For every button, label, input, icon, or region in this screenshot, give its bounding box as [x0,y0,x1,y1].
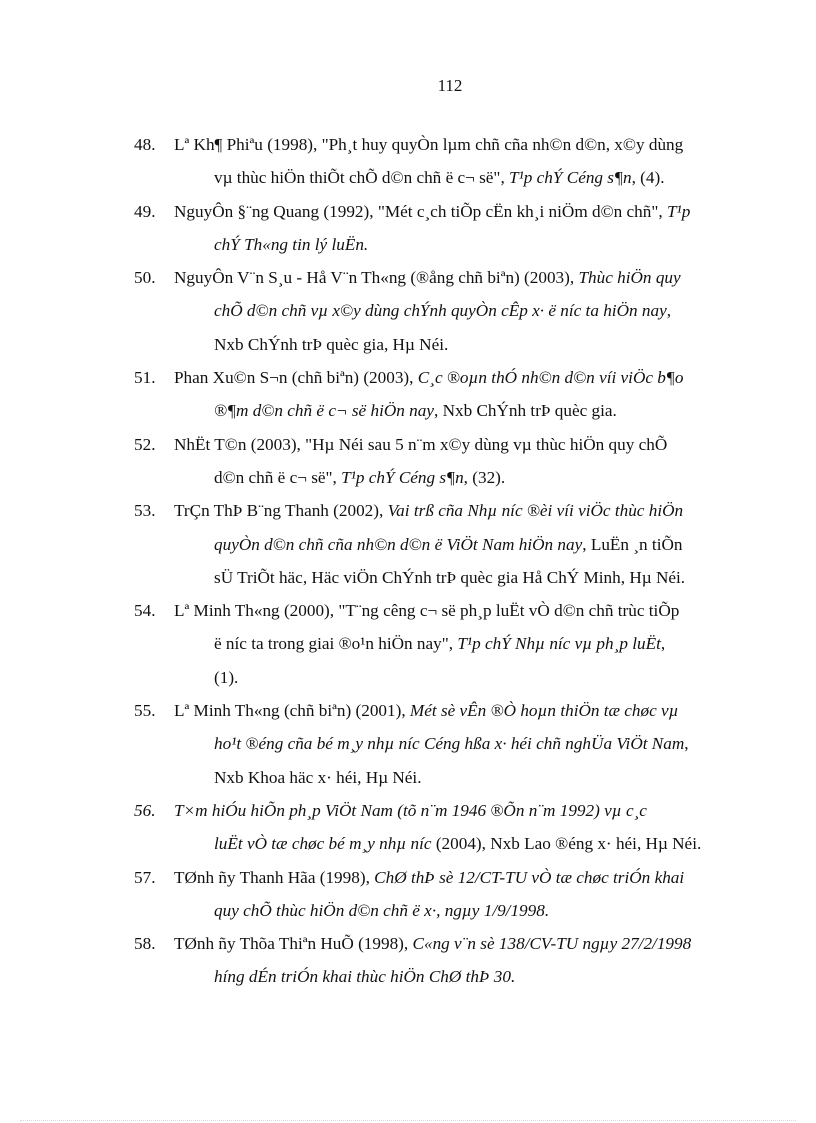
reference-line [174,261,740,294]
page-number: 112 [437,76,463,95]
reference-segment: Lª Kh¶ Phiªu (1998), "Ph¸t huy quyÒn lµm chñ cña nh©n d©n, x©y dùng [174,135,684,154]
reference-text [174,361,740,428]
reference-line [174,827,740,860]
reference-title-segment: chÕ d©n chñ vµ x©y dùng chÝnh quyÒn cÊp x· ë níc ta hiÖn nay [214,301,667,321]
reference-number: 55. [134,701,156,721]
reference-segment: TØnh ñy Thanh Hãa (1998), [174,867,375,887]
reference-line [174,960,740,993]
reference-line [174,195,740,228]
reference-line [174,528,740,561]
reference-item [134,794,740,861]
reference-line [174,861,740,894]
reference-title-segment: ChØ thÞ sè 12/CT-TU vÒ tæ chøc triÓn khai [374,867,685,887]
reference-text [174,195,740,262]
reference-number: 54. [134,601,156,621]
reference-text [174,927,740,994]
reference-segment: , Nxb ChÝnh trÞ quèc gia. [433,401,617,421]
reference-title-segment: Vai trß cña Nhµ níc ®èi víi viÖc thùc hiÖn [387,501,684,521]
reference-segment: NhËt T©n (2003), "Hµ Néi sau 5 n¨m x©y dùng vµ thùc hiÖn quy chÕ [174,434,668,454]
reference-text [174,861,740,928]
reference-segment: TØnh ñy Thõa Thiªn HuÕ (1998), [174,934,413,954]
reference-number: 52. [134,434,156,454]
reference-title-segment: T¹p chÝ Nhµ níc vµ ph¸p luËt [457,634,661,654]
reference-item [134,861,740,928]
reference-item [134,128,740,195]
reference-line [174,894,740,927]
reference-title-segment: Thùc hiÖn quy [578,268,681,288]
reference-segment: Nxb ChÝnh trÞ quèc gia, Hµ Néi. [214,334,449,354]
reference-item [134,927,740,994]
reference-text [174,428,740,495]
reference-segment: , LuËn ¸n tiÕn [582,534,683,554]
reference-line [174,461,740,494]
reference-line [174,428,740,461]
reference-line [174,161,740,194]
reference-text [174,694,740,794]
reference-title-segment: T¹p chÝ Céng s¶n [509,168,632,188]
reference-segment: Lª Minh Th«ng (chñ biªn) (2001), [174,701,410,721]
reference-line [174,494,740,527]
reference-title-segment: quy chÕ thùc hiÖn d©n chñ ë x·, ngµy 1/9/1998. [214,900,550,920]
reference-segment: d©n chñ ë c¬ së", [214,467,342,487]
reference-segment: Lª Minh Th«ng (2000), "T¨ng cêng c¬ së ph¸p luËt vÒ d©n chñ trùc tiÕp [174,601,680,621]
reference-segment: , (4). [631,168,665,188]
reference-line [174,561,740,594]
reference-title-segment: ®¶m d©n chñ ë c¬ së hiÖn nay [214,401,434,421]
reference-item [134,195,740,262]
reference-number: 50. [134,268,156,288]
reference-segment: Nxb Khoa häc x· héi, Hµ Néi. [214,767,422,787]
reference-item [134,494,740,594]
reference-title-segment: Mét sè vÊn ®Ò hoµn thiÖn tæ chøc vµ [409,701,679,721]
reference-segment: TrÇn ThÞ B¨ng Thanh (2002), [174,501,388,521]
reference-segment: Phan Xu©n S¬n (chñ biªn) (2003), [174,368,418,388]
reference-line [174,361,740,394]
reference-number: 57. [134,867,156,887]
page-bottom-divider [20,1120,796,1121]
reference-segment: ë níc ta trong giai ®o¹n hiÖn nay", [214,634,458,654]
reference-number: 48. [134,135,156,154]
reference-line [174,794,740,827]
reference-number: 58. [134,934,156,954]
reference-segment: sÜ TriÕt häc, Häc viÖn ChÝnh trÞ quèc gia Hå ChÝ Minh, Hµ Néi. [214,567,686,587]
reference-line [174,694,740,727]
reference-title-segment: ho¹t ®éng cña bé m¸y nhµ níc Céng hßa x· héi chñ nghÜa ViÖt Nam [214,734,685,754]
reference-line [174,761,740,794]
reference-text [174,794,740,861]
reference-text [174,261,740,361]
reference-segment: , [684,734,689,754]
reference-segment: NguyÔn §¨ng Quang (1992), "Mét c¸ch tiÕp cËn kh¸i niÖm d©n chñ", [174,201,667,221]
reference-item [134,594,740,694]
reference-number: 53. [134,501,156,521]
reference-segment: (2004), Nxb Lao ®éng x· héi, Hµ Néi. [431,834,702,854]
reference-line [174,394,740,427]
reference-number: 56. [134,800,156,820]
reference-segment: , (32). [463,467,506,487]
reference-segment: vµ thùc hiÖn thiÕt chÕ d©n chñ ë c¬ së", [214,168,510,188]
reference-text [174,494,740,594]
reference-line [174,627,740,660]
reference-line [174,727,740,760]
reference-text [174,128,740,195]
reference-line [174,128,740,161]
reference-item [134,428,740,495]
reference-title-segment: luËt vÒ tæ chøc bé m¸y nhµ níc [214,834,432,854]
reference-title-segment: C«ng v¨n sè 138/CV-TU ngµy 27/2/1998 [412,934,692,954]
reference-number: 51. [134,368,156,388]
reference-segment: , [666,301,671,321]
reference-item [134,361,740,428]
reference-line [174,294,740,327]
reference-segment: , [660,634,666,654]
reference-line [174,594,740,627]
reference-title-segment: T¹p [666,201,691,221]
reference-title-segment: C¸c ®oµn thÓ nh©n d©n víi viÖc b¶o [417,368,684,388]
reference-title-segment: híng dÉn triÓn khai thùc hiÖn ChØ thÞ 30. [214,967,516,987]
reference-line [174,927,740,960]
reference-segment: (1). [214,667,239,687]
reference-line [174,328,740,361]
reference-title-segment: quyÒn d©n chñ cña nh©n d©n ë ViÖt Nam hiÖn nay [214,534,583,554]
reference-title-segment: T¹p chÝ Céng s¶n [341,467,464,487]
reference-list [134,128,740,994]
reference-title-segment: T×m hiÓu hiÕn ph¸p ViÖt Nam (tõ n¨m 1946 ®Õn n¨m 1992) vµ c¸c [174,800,647,820]
reference-item [134,694,740,794]
reference-line [174,661,740,694]
reference-text [174,594,740,694]
reference-title-segment: chÝ Th«ng tin lý luËn. [214,234,369,254]
reference-segment: NguyÔn V¨n S¸u - Hå V¨n Th«ng (®ång chñ biªn) (2003), [174,268,579,288]
reference-item [134,261,740,361]
reference-line [174,228,740,261]
reference-number: 49. [134,201,156,221]
